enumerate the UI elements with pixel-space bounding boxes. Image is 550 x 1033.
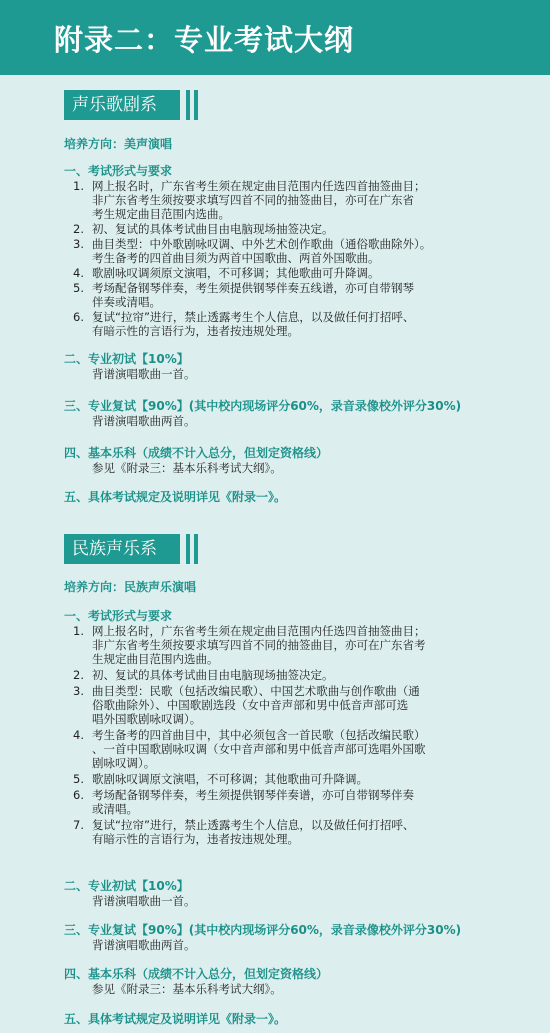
section-tab-label: 民族声乐系 (72, 539, 157, 559)
tab-stripe (194, 90, 198, 120)
section-heading-3: 三、专业复试【90%】(其中校内现场评分60%，录音录像校外评分30%) (64, 399, 462, 413)
section-body-3: 背谱演唱歌曲两首。 (92, 938, 196, 952)
training-direction: 培养方向：民族声乐演唱 (64, 580, 197, 594)
section-tab-label: 声乐歌剧系 (72, 95, 157, 115)
section-heading-5: 五、具体考试规定及说明详见《附录一》。 (64, 490, 287, 504)
tab-stripe (186, 90, 190, 120)
section-body-4: 参见《附录三：基本乐科考试大纲》。 (92, 982, 282, 996)
tab-stripe (186, 534, 190, 564)
section-body-2: 背谱演唱歌曲一首。 (92, 894, 196, 908)
section-heading-4: 四、基本乐科（成绩不计入总分，但划定资格线） (64, 446, 329, 460)
section-tab-folk-vocal (64, 534, 180, 564)
section-heading-4: 四、基本乐科（成绩不计入总分，但划定资格线） (64, 967, 329, 981)
section-heading-5: 五、具体考试规定及说明详见《附录一》。 (64, 1012, 287, 1026)
section-heading-1: 一、考试形式与要求 (64, 164, 173, 178)
tab-stripe (194, 534, 198, 564)
section-heading-2: 二、专业初试【10%】 (64, 879, 189, 893)
section-heading-1: 一、考试形式与要求 (64, 609, 173, 623)
page-header (0, 0, 550, 75)
section-body-2: 背谱演唱歌曲一首。 (92, 367, 196, 381)
page-title: 附录二：专业考试大纲 (54, 23, 355, 57)
section-heading-2: 二、专业初试【10%】 (64, 352, 189, 366)
section-tab-vocal-opera (64, 90, 180, 120)
section-body-3: 背谱演唱歌曲两首。 (92, 414, 196, 428)
section-body-4: 参见《附录三：基本乐科考试大纲》。 (92, 461, 282, 475)
section-heading-3: 三、专业复试【90%】(其中校内现场评分60%，录音录像校外评分30%) (64, 923, 462, 937)
training-direction: 培养方向：美声演唱 (64, 137, 173, 151)
